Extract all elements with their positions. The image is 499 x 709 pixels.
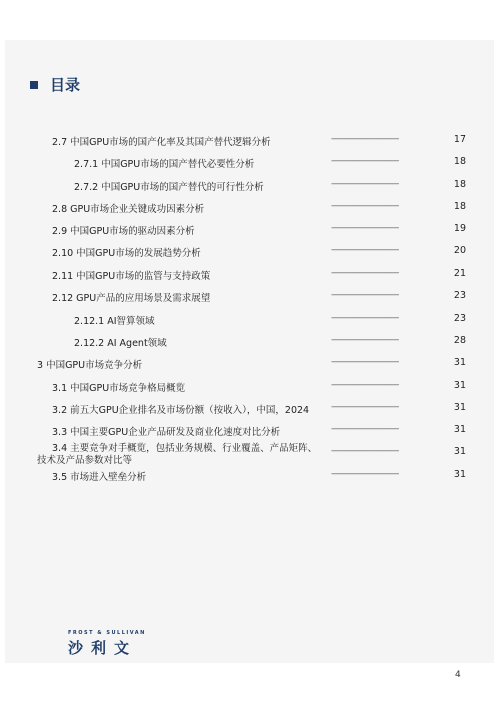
toc-item-label: 2.7 中国GPU市场的国产化率及其国产替代逻辑分析 (52, 137, 271, 148)
logo-english-text: FROST & SULLIVAN (68, 630, 146, 636)
toc-item-page: 23 (453, 290, 466, 301)
toc-item-leader: ------------------------------ (331, 446, 399, 456)
toc-item-leader: ------------------------------ (331, 134, 399, 144)
toc-item-page: 31 (453, 357, 466, 368)
toc-item-page: 31 (453, 380, 466, 391)
toc-item-label: 2.11 中国GPU市场的监管与支持政策 (52, 271, 211, 282)
toc-item-label-line2: 技术及产品参数对比等 (37, 455, 133, 466)
toc-item-leader: ------------------------------ (331, 380, 399, 390)
toc-item-leader: ------------------------------ (331, 357, 399, 367)
toc-item-label: 2.8 GPU市场企业关键成功因素分析 (52, 204, 205, 215)
toc-item-label: 3 中国GPU市场竞争分析 (37, 360, 143, 371)
toc-item-leader: ------------------------------ (331, 268, 399, 278)
toc-item-label: 2.10 中国GPU市场的发展趋势分析 (52, 248, 201, 259)
toc-item-leader: ------------------------------ (331, 156, 399, 166)
toc-item-label: 2.12.1 AI智算领域 (74, 316, 155, 327)
frost-sullivan-logo (68, 630, 148, 658)
toc-item-page: 31 (453, 446, 466, 457)
page-number: 4 (455, 670, 461, 680)
toc-item-label: 3.2 前五大GPU企业排名及市场份额（按收入），中国，2024 (52, 405, 310, 416)
toc-item-leader: ------------------------------ (331, 469, 399, 479)
toc-item-label: 3.3 中国主要GPU企业产品研发及商业化速度对比分析 (52, 427, 281, 438)
toc-item-leader: ------------------------------ (331, 223, 399, 233)
toc-item-label: 2.12 GPU产品的应用场景及需求展望 (52, 293, 211, 304)
toc-item-label: 2.12.2 AI Agent领域 (74, 338, 167, 349)
toc-item-page: 31 (453, 424, 466, 435)
toc-item-leader: ------------------------------ (331, 335, 399, 345)
toc-item-label: 2.9 中国GPU市场的驱动因素分析 (52, 226, 195, 237)
toc-item-leader: ------------------------------ (331, 290, 399, 300)
toc-title: 目录 (50, 76, 81, 94)
toc-item-page: 23 (453, 313, 466, 324)
toc-item-leader: ------------------------------ (331, 245, 399, 255)
toc-item-page: 28 (453, 335, 466, 346)
toc-item-leader: ------------------------------ (331, 424, 399, 434)
toc-item-leader: ------------------------------ (331, 313, 399, 323)
toc-item-page: 18 (453, 179, 466, 190)
toc-item-page: 31 (453, 402, 466, 413)
toc-item-label: 3.5 市场进入壁垒分析 (52, 472, 147, 483)
toc-item-page: 31 (453, 469, 466, 480)
toc-item-page: 21 (453, 268, 466, 279)
logo-chinese-text: 沙利文 (68, 639, 138, 657)
toc-item-page: 19 (453, 223, 466, 234)
toc-item-leader: ------------------------------ (331, 402, 399, 412)
toc-item-page: 18 (453, 156, 466, 167)
toc-item-page: 18 (453, 201, 466, 212)
toc-item-label: 2.7.2 中国GPU市场的国产替代的可行性分析 (74, 182, 264, 193)
toc-item-label: 2.7.1 中国GPU市场的国产替代必要性分析 (74, 159, 255, 170)
toc-item-leader: ------------------------------ (331, 201, 399, 211)
toc-item-label: 3.1 中国GPU市场竞争格局概览 (52, 383, 186, 394)
toc-item-leader: ------------------------------ (331, 179, 399, 189)
toc-item-label: 3.4 主要竞争对手概览，包括业务规模、行业覆盖、产品矩阵、 (52, 443, 318, 454)
toc-item-page: 20 (453, 245, 466, 256)
toc-item-page: 17 (453, 134, 466, 145)
